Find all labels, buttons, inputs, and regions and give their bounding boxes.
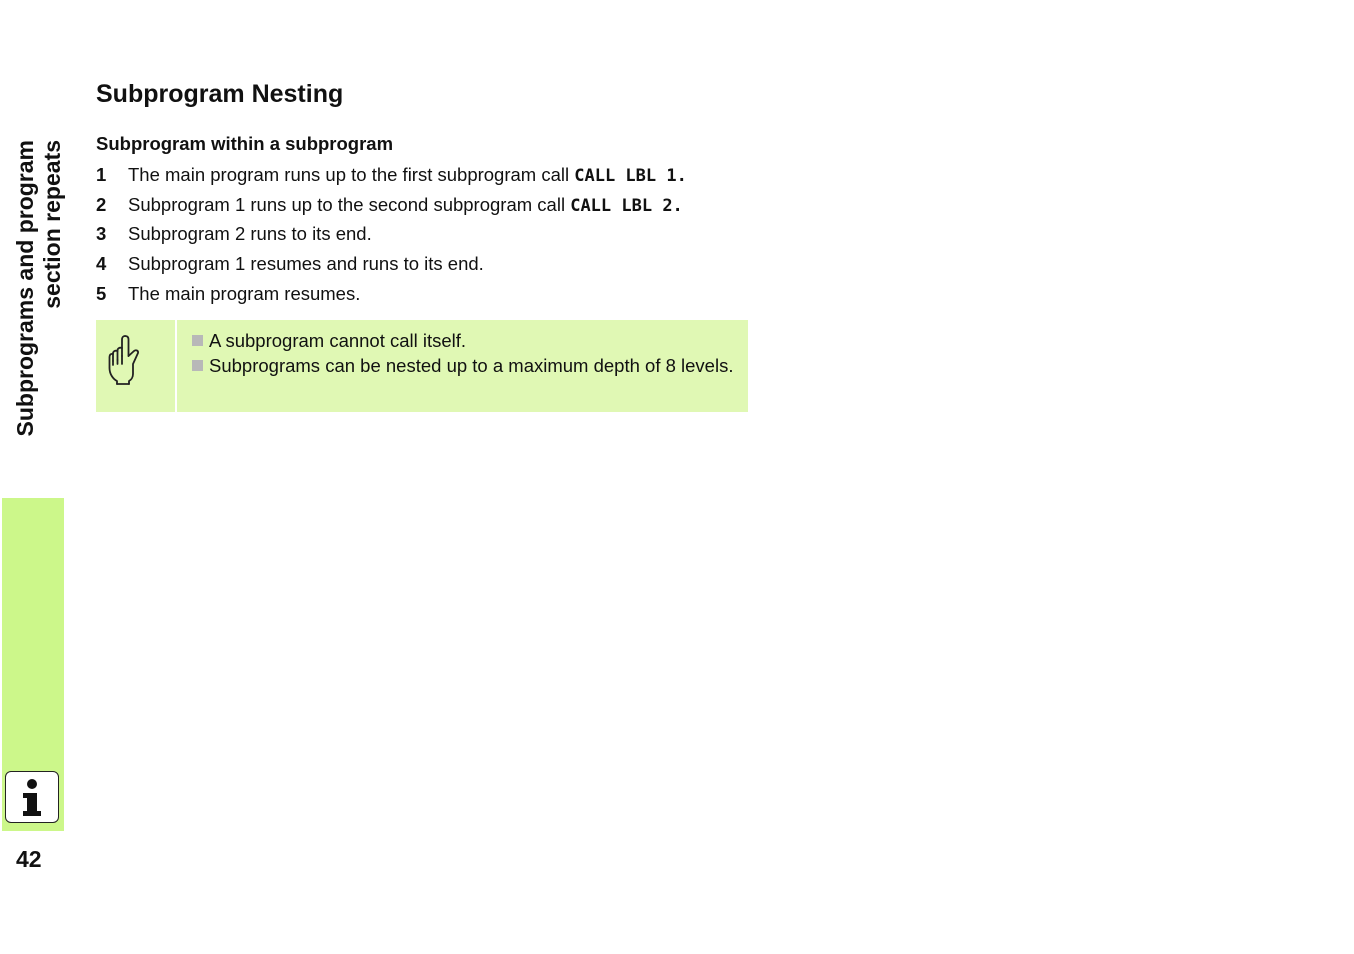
chapter-title-line-1: Subprograms and program — [12, 140, 38, 437]
step-text: Subprogram 1 resumes and runs to its end. — [128, 253, 484, 275]
step-number: 4 — [96, 253, 107, 275]
step-text: Subprogram 2 runs to its end. — [128, 223, 372, 245]
step-number: 2 — [96, 193, 107, 215]
section-heading: Subprogram within a subprogram — [96, 133, 394, 154]
step-item — [96, 162, 776, 192]
square-bullet-icon — [192, 360, 203, 371]
note-text: Subprograms can be nested up to a maximum depth of 8 levels. — [209, 355, 734, 376]
step-text: The main program runs up to the first subprogram call — [128, 164, 575, 185]
steps-list — [96, 162, 776, 310]
step-text: Subprogram 1 runs up to the second subprogram call — [128, 193, 571, 215]
info-icon — [5, 771, 59, 823]
note-icon-cell — [96, 320, 177, 412]
note-item — [191, 330, 736, 352]
note-text: A subprogram cannot call itself. — [209, 330, 467, 351]
note-box — [96, 320, 748, 412]
step-item — [96, 192, 776, 222]
step-number: 5 — [96, 282, 107, 304]
square-bullet-icon — [192, 335, 203, 346]
page-title: Subprogram Nesting — [96, 80, 344, 108]
step-item — [96, 251, 776, 281]
step-item — [96, 221, 776, 251]
step-item — [96, 281, 776, 311]
step-code: CALL LBL 1. — [574, 166, 687, 186]
step-number: 1 — [96, 164, 107, 185]
note-item — [191, 355, 736, 377]
chapter-title — [12, 140, 68, 470]
step-text: The main program resumes. — [128, 282, 361, 304]
pointing-hand-icon — [108, 334, 144, 386]
step-code: CALL LBL 2. — [570, 195, 683, 216]
chapter-title-line-2: section repeats — [39, 140, 65, 309]
page-number: 42 — [16, 846, 42, 872]
step-number: 3 — [96, 223, 107, 245]
note-list — [191, 330, 736, 380]
